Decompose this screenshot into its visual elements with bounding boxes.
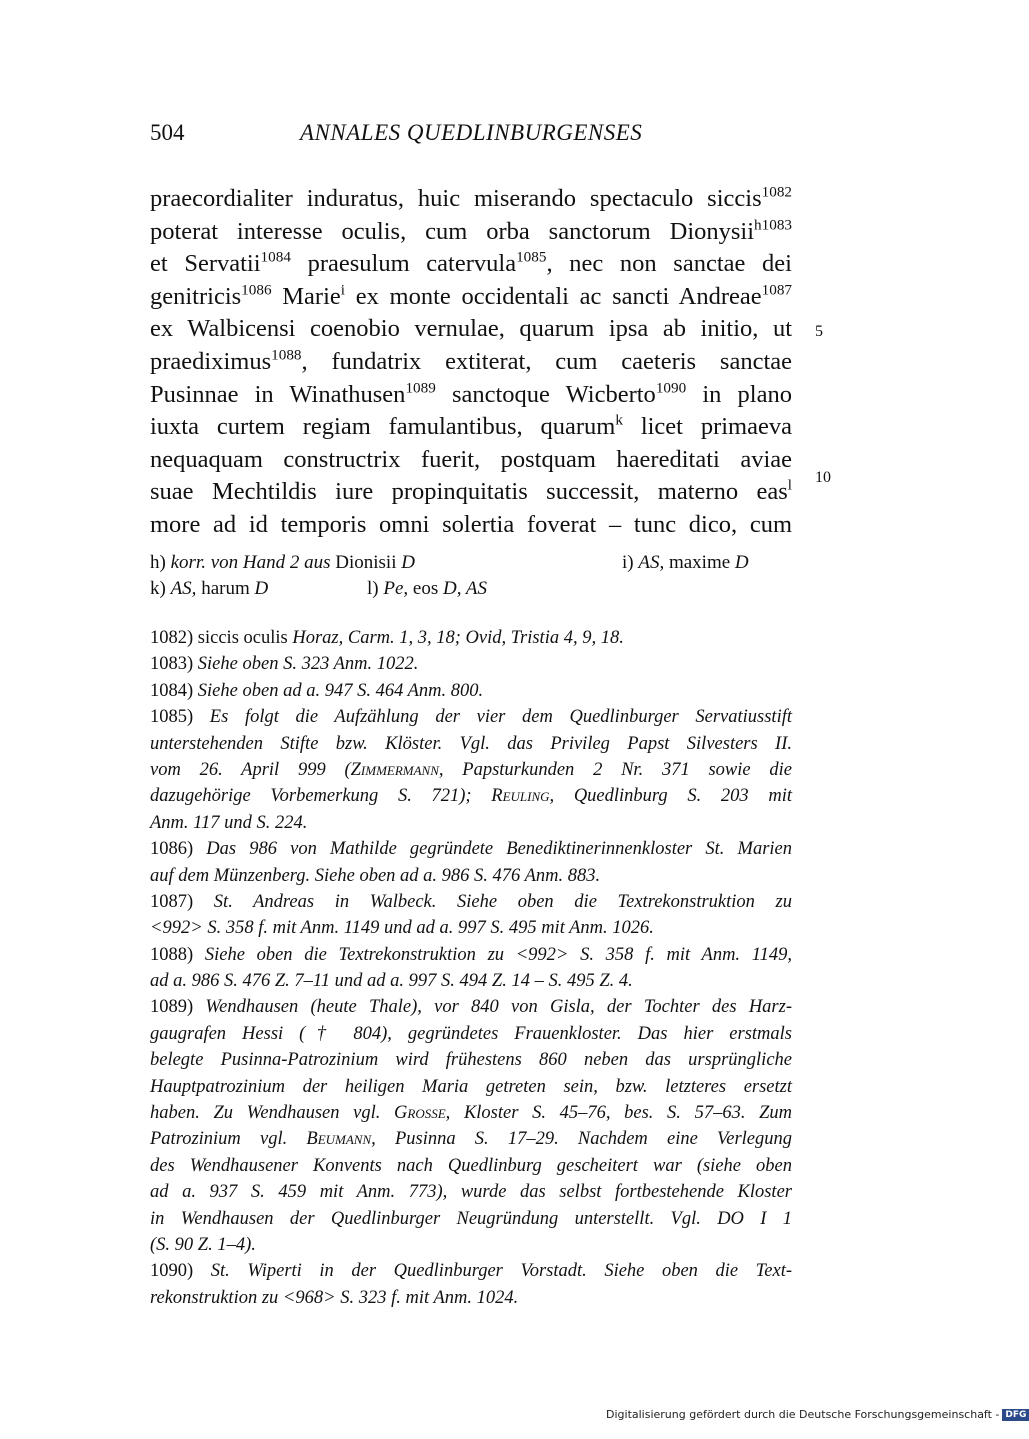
critical-note-i: i) AS, maxime D	[622, 552, 749, 573]
footnote-ref: 1085	[516, 248, 547, 266]
text-line-2: poterat interesse oculis, cum orba sanctorum Dionysii$^{h1083}$	[150, 216, 792, 245]
footnote-line: Patrozinium vgl. Beumann, Pusinna S. 17–29. Nachdem eine Verlegung	[150, 1129, 792, 1150]
text-line-4: genitricis$^{1086}$ Marie$^i$ ex monte occidentali ac sancti Andreae$^{1087}$	[150, 281, 793, 310]
text-line-6: praediximus$^{1088}$, fundatrix extiterat, cum caeteris sanctae	[150, 346, 792, 375]
footnote-line: (S. 90 Z. 1–4).	[150, 1234, 256, 1255]
footnote-1084: 1084) Siehe oben ad a. 947 S. 464 Anm. 800.	[150, 680, 484, 701]
footnote-line: unterstehenden Stifte bzw. Klöster. Vgl. das Privileg Papst Silvesters II.	[150, 733, 792, 754]
footnote-ref: 1089	[405, 379, 436, 397]
text-line-8: iuxta curtem regiam famulantibus, quarum$^k$ licet primaeva	[150, 411, 792, 441]
margin-line-number: 5	[815, 323, 823, 340]
text-line-1: praecordialiter induratus, huic miserando spectaculo siccis$^{1082}$	[150, 183, 792, 212]
critical-note-l: l) Pe, eos D, AS	[367, 578, 487, 599]
footnote-1083: 1083) Siehe oben S. 323 Anm. 1022.	[150, 654, 419, 675]
margin-line-number: 10	[815, 469, 831, 486]
footnote-1089: 1089) Wendhausen (heute Thale), vor 840 von Gisla, der Tochter des Harz-	[150, 997, 792, 1018]
footnote-line: <992> S. 358 f. mit Anm. 1149 und ad a. 997 S. 495 mit Anm. 1026.	[150, 918, 654, 939]
footnote-line: ad a. 937 S. 459 mit Anm. 773), wurde das selbst fortbestehende Kloster	[150, 1182, 792, 1203]
footnote-line: belegte Pusinna-Patrozinium wird frühestens 860 neben das ursprüngliche	[150, 1050, 792, 1071]
text-line-5: ex Walbicensi coenobio vernulae, quarum ipsa ab initio, ut	[150, 315, 792, 343]
digitization-footer	[606, 1408, 1029, 1421]
footnote-ref: 1088	[271, 346, 302, 364]
footer-text: Digitalisierung gefördert durch die Deutsche Forschungsgemeinschaft -	[606, 1408, 1000, 1421]
footnote-1085: 1085) Es folgt die Aufzählung der vier dem Quedlinburger Servatiusstift	[150, 707, 792, 728]
footnote-line: des Wendhausener Konvents nach Quedlinburg gescheitert war (siehe oben	[150, 1155, 792, 1176]
dfg-logo: DFG	[1002, 1409, 1029, 1421]
text-line-11: more ad id temporis omni solertia foverat – tunc dico, cum	[150, 510, 792, 538]
footnote-line: Hauptpatrozinium der heiligen Maria getreten sein, bzw. letzteres ersetzt	[150, 1076, 792, 1097]
page-number: 504	[150, 120, 185, 145]
text-line-9: nequaquam constructrix fuerit, postquam haereditati aviae	[150, 445, 792, 473]
footnote-line: vom 26. April 999 (Zimmermann, Papsturkunden 2 Nr. 371 sowie die	[150, 759, 792, 780]
footnotes	[150, 625, 792, 1311]
footnote-1082: 1082) siccis oculis Horaz, Carm. 1, 3, 18; Ovid, Tristia 4, 9, 18.	[150, 628, 624, 648]
footnote-ref: 1086	[241, 281, 272, 299]
main-text	[150, 183, 792, 542]
footnote-line: auf dem Münzenberg. Siehe oben ad a. 986 S. 476 Anm. 883.	[150, 865, 601, 886]
text-line-10: suae Mechtildis iure propinquitatis successit, materno eas$^l$	[150, 476, 792, 506]
footnote-ref: 1084	[260, 248, 291, 266]
footnote-line: dazugehörige Vorbemerkung S. 721); Reuling, Quedlinburg S. 203 mit	[150, 786, 792, 807]
text-line-3: et Servatii$^{1084}$ praesulum catervula$^{1085}$, nec non sanctae dei	[150, 248, 792, 278]
page-header	[150, 120, 790, 160]
text-line-7: Pusinnae in Winathusen$^{1089}$ sanctoque Wicberto$^{1090}$ in plano	[150, 379, 792, 408]
footnote-ref: 1082	[761, 183, 792, 201]
footnote-line: rekonstruktion zu <968> S. 323 f. mit Anm. 1024.	[150, 1287, 519, 1308]
footnote-1087: 1087) St. Andreas in Walbeck. Siehe oben die Textrekonstruktion zu	[150, 891, 792, 912]
footnote-ref: h1083	[754, 216, 792, 234]
footnote-line: Anm. 117 und S. 224.	[150, 812, 308, 833]
footnote-1088: 1088) Siehe oben die Textrekonstruktion zu <992> S. 358 f. mit Anm. 1149,	[150, 944, 792, 965]
critical-note-k: k) AS, harum D	[150, 578, 269, 599]
footnote-ref: 1090	[655, 379, 687, 397]
footnote-line: haben. Zu Wendhausen vgl. Grosse, Kloster S. 45–76, bes. S. 57–63. Zum	[150, 1103, 792, 1124]
footnote-line: ad a. 986 S. 476 Z. 7–11 und ad a. 997 S. 494 Z. 14 – S. 495 Z. 4.	[150, 971, 633, 992]
footnote-ref: 1087	[761, 281, 793, 299]
footnote-1090: 1090) St. Wiperti in der Quedlinburger Vorstadt. Siehe oben die Text-	[150, 1261, 792, 1282]
running-title: ANNALES QUEDLINBURGENSES	[300, 120, 643, 145]
footnote-ref: k	[615, 411, 623, 429]
footnote-1086: 1086) Das 986 von Mathilde gegründete Benediktinerinnenkloster St. Marien	[150, 839, 792, 860]
footnote-ref: l	[787, 476, 792, 494]
footnote-line: gaugrafen Hessi († 804), gegründetes Frauenkloster. Das hier erstmals	[150, 1023, 792, 1044]
footnote-line: in Wendhausen der Quedlinburger Neugründung unterstellt. Vgl. DO I 1	[150, 1208, 792, 1229]
footnote-ref: i	[340, 281, 345, 299]
critical-note-h: h) korr. von Hand 2 aus Dionisii D	[150, 552, 415, 573]
